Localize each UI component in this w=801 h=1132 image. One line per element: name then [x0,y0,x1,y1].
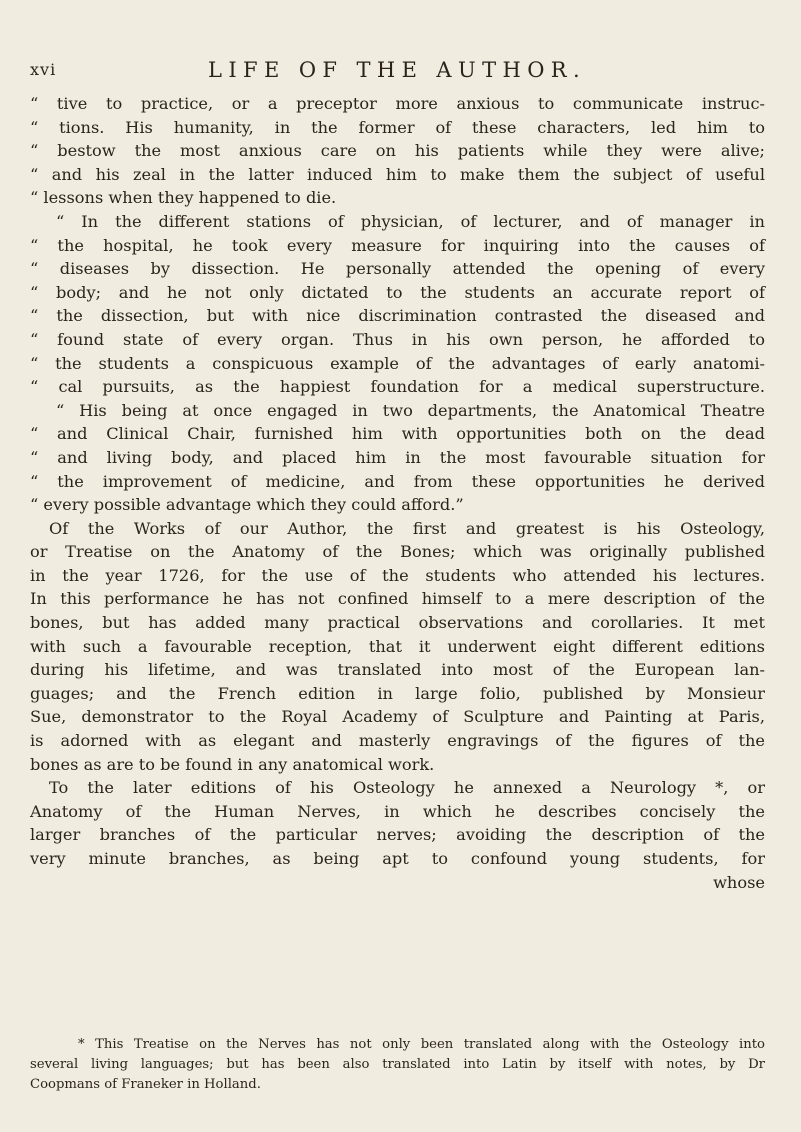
body-text [30,92,765,894]
text-line: Anatomy of the Human Nerves, in which he describes concisely the [30,801,765,821]
text-line: Of the Works of our Author, the first and greatest is his Osteology, [49,518,765,538]
text-line: during his lifetime, and was translated into most of the European lan- [30,660,765,680]
page-number: xvi [30,60,57,79]
text-line: “ every possible advantage which they could afford.” [30,495,464,515]
running-title: LIFE OF THE AUTHOR. [208,58,587,82]
text-line: “ diseases by dissection. He personally attended the opening of every [30,259,765,279]
footnote-block [30,1035,765,1095]
footnote-line: several living languages; but has been also translated into Latin by itself with notes, by Dr [30,1057,765,1072]
text-line: “ and Clinical Chair, furnished him with opportunities both on the dead [30,424,765,444]
text-line: In this performance he has not confined himself to a mere description of the [30,589,765,609]
footnote-line: * This Treatise on the Nerves has not only been translated along with the Osteology into [78,1037,765,1052]
text-line: “ cal pursuits, as the happiest foundation for a medical superstructure. [30,377,765,397]
text-line: “ and his zeal in the latter induced him to make them the subject of useful [30,164,765,184]
text-line: “ bestow the most anxious care on his patients while they were alive; [30,141,765,161]
text-line: in the year 1726, for the use of the students who attended his lectures. [30,565,765,585]
text-line: “ the hospital, he took every measure for inquiring into the causes of [30,235,765,255]
text-line: is adorned with as elegant and masterly engravings of the figures of the [30,731,765,751]
text-line: “ tions. His humanity, in the former of these characters, led him to [30,117,765,137]
text-line: with such a favourable reception, that it underwent eight different editions [30,636,765,656]
text-line: very minute branches, as being apt to confound young students, for [30,849,765,868]
text-line: “ body; and he not only dictated to the students an accurate report of [30,282,765,302]
text-line: bones, but has added many practical observations and corollaries. It met [30,613,765,633]
text-line: “ the students a conspicuous example of the advantages of early anatomi- [30,353,765,373]
text-line: “ lessons when they happened to die. [30,188,337,208]
text-line: Sue, demonstrator to the Royal Academy of Sculpture and Painting at Paris, [30,707,765,727]
text-line: “ found state of every organ. Thus in his own person, he afforded to [30,329,765,349]
text-line: guages; and the French edition in large folio, published by Monsieur [30,683,765,703]
text-line: “ In the different stations of physician, of lecturer, and of manager in [56,211,765,231]
text-line: To the later editions of his Osteology he annexed a Neurology *, or [49,778,765,798]
text-line: bones as are to be found in any anatomical work. [30,754,435,774]
text-line: “ the dissection, but with nice discrimination contrasted the diseased and [30,306,765,326]
text-line: larger branches of the particular nerves; avoiding the description of the [30,825,765,845]
text-line: “ His being at once engaged in two departments, the Anatomical Theatre [56,400,765,420]
text-line: “ and living body, and placed him in the most favourable situation for [30,447,765,467]
text-line: whose [713,872,765,892]
text-line: “ tive to practice, or a preceptor more anxious to communicate instruc- [30,94,765,113]
footnote-line: Coopmans of Franeker in Holland. [30,1077,261,1092]
text-line: or Treatise on the Anatomy of the Bones; which was originally published [30,542,765,562]
text-line: “ the improvement of medicine, and from these opportunities he derived [30,471,765,491]
page-header [0,58,801,88]
